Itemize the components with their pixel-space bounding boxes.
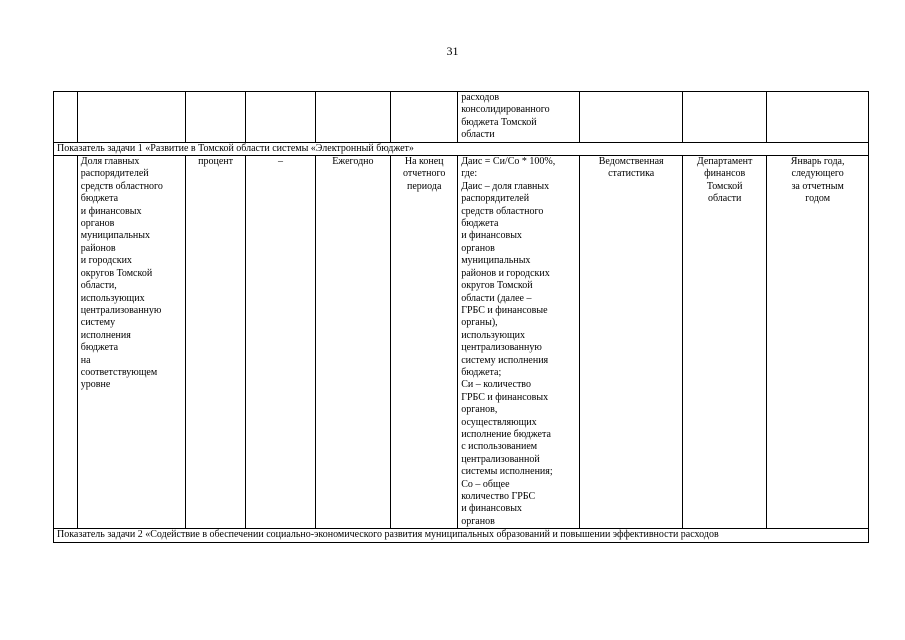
number-cell xyxy=(54,156,78,529)
name-line: и городских xyxy=(80,255,132,267)
period-line: периода xyxy=(407,180,442,192)
formula-line: системы исполнения; xyxy=(461,466,553,478)
section-row xyxy=(54,529,869,542)
formula-line: централизованную xyxy=(461,342,542,354)
deadline-cell xyxy=(767,156,869,529)
name-line: на xyxy=(80,354,91,366)
formula-tail-line: расходов xyxy=(461,92,500,103)
name-line: использующих xyxy=(80,292,145,304)
deadline-line: за отчетным xyxy=(791,180,844,192)
formula-line: где: xyxy=(461,168,478,180)
page-number: 31 xyxy=(446,44,459,58)
indicator-table xyxy=(53,91,869,543)
name-line: округов Томской xyxy=(80,267,153,279)
responsible-line: области xyxy=(707,193,742,205)
period-line: На конец xyxy=(404,156,444,168)
formula-line: Со – общее xyxy=(461,478,510,490)
name-line: централизованную xyxy=(80,304,162,316)
formula-line: распорядителей xyxy=(461,193,530,205)
formula-line: Даис = Си/Со * 100%, xyxy=(461,156,556,168)
name-line: исполнения xyxy=(80,329,131,341)
name-line: средств областного xyxy=(80,180,163,192)
source-cell: Ведомственная статистика xyxy=(580,156,683,529)
formula-line: бюджета; xyxy=(461,366,502,378)
name-line: и финансовых xyxy=(80,205,142,217)
formula-line: с использованием xyxy=(461,441,538,453)
name-line: соответствующем xyxy=(80,366,158,378)
responsible-line: Томской xyxy=(706,180,743,192)
name-line: распорядителей xyxy=(80,168,149,180)
formula-line: округов Томской xyxy=(461,280,533,292)
formula-tail-cell xyxy=(458,92,580,143)
name-line: систему xyxy=(80,317,116,329)
responsible-line: Департамент xyxy=(696,156,753,168)
responsible-cell xyxy=(683,156,767,529)
continuation-row xyxy=(54,92,869,143)
formula-line: области (далее – xyxy=(461,292,532,304)
name-line: бюджета xyxy=(80,342,119,354)
formula-line: органов xyxy=(461,515,495,527)
formula-line: Даис – доля главных xyxy=(461,180,550,192)
periodicity-cell: Ежегодно xyxy=(315,156,391,529)
section-row xyxy=(54,142,869,155)
formula-line: органов xyxy=(461,242,495,254)
period-cell xyxy=(391,156,458,529)
formula-line: использующих xyxy=(461,329,526,341)
unit-cell: процент xyxy=(185,156,246,529)
formula-line: муниципальных xyxy=(461,255,531,267)
formula-line: органы), xyxy=(461,317,498,329)
formula-tail-line: области xyxy=(461,129,495,141)
name-line: муниципальных xyxy=(80,230,150,242)
formula-line: ГРБС и финансовые xyxy=(461,304,548,316)
name-line: бюджета xyxy=(80,193,119,205)
deadline-line: Январь года, xyxy=(790,156,845,168)
formula-line: и финансовых xyxy=(461,230,522,242)
indicator-row xyxy=(54,156,869,529)
deadline-line: следующего xyxy=(791,168,844,180)
formula-line: и финансовых xyxy=(461,503,522,515)
formula-line: количество ГРБС xyxy=(461,491,536,502)
indicator-name-cell xyxy=(77,156,185,529)
formula-line: бюджета xyxy=(461,218,499,230)
formula-cell xyxy=(458,156,580,529)
formula-line: Си – количество xyxy=(461,379,531,391)
deadline-line: годом xyxy=(805,193,831,205)
section-heading-2: Показатель задачи 2 «Содействие в обеспечении социально-экономического развития муниципальных образований и повышении эффективности расходов xyxy=(54,529,869,542)
section-heading-1: Показатель задачи 1 «Развитие в Томской области системы «Электронный бюджет» xyxy=(54,142,869,155)
formula-line: исполнение бюджета xyxy=(461,428,551,440)
period-line: отчетного xyxy=(403,168,446,180)
name-line: Доля главных xyxy=(80,156,140,168)
formula-line: централизованной xyxy=(461,453,540,465)
name-line: уровне xyxy=(80,379,111,391)
formula-line: органов, xyxy=(461,404,498,416)
formula-line: систему исполнения xyxy=(461,354,549,366)
name-line: органов xyxy=(80,218,115,230)
formula-line: осуществляющих xyxy=(461,416,537,428)
formula-line: районов и городских xyxy=(461,267,550,279)
formula-line: средств областного xyxy=(461,205,544,217)
name-line: районов xyxy=(80,242,116,254)
formula-tail-line: бюджета Томской xyxy=(461,116,537,128)
base-value-cell: – xyxy=(246,156,315,529)
name-line: области, xyxy=(80,280,117,292)
formula-line: ГРБС и финансовых xyxy=(461,391,549,403)
formula-tail-line: консолидированного xyxy=(461,104,550,116)
responsible-line: финансов xyxy=(704,168,746,180)
